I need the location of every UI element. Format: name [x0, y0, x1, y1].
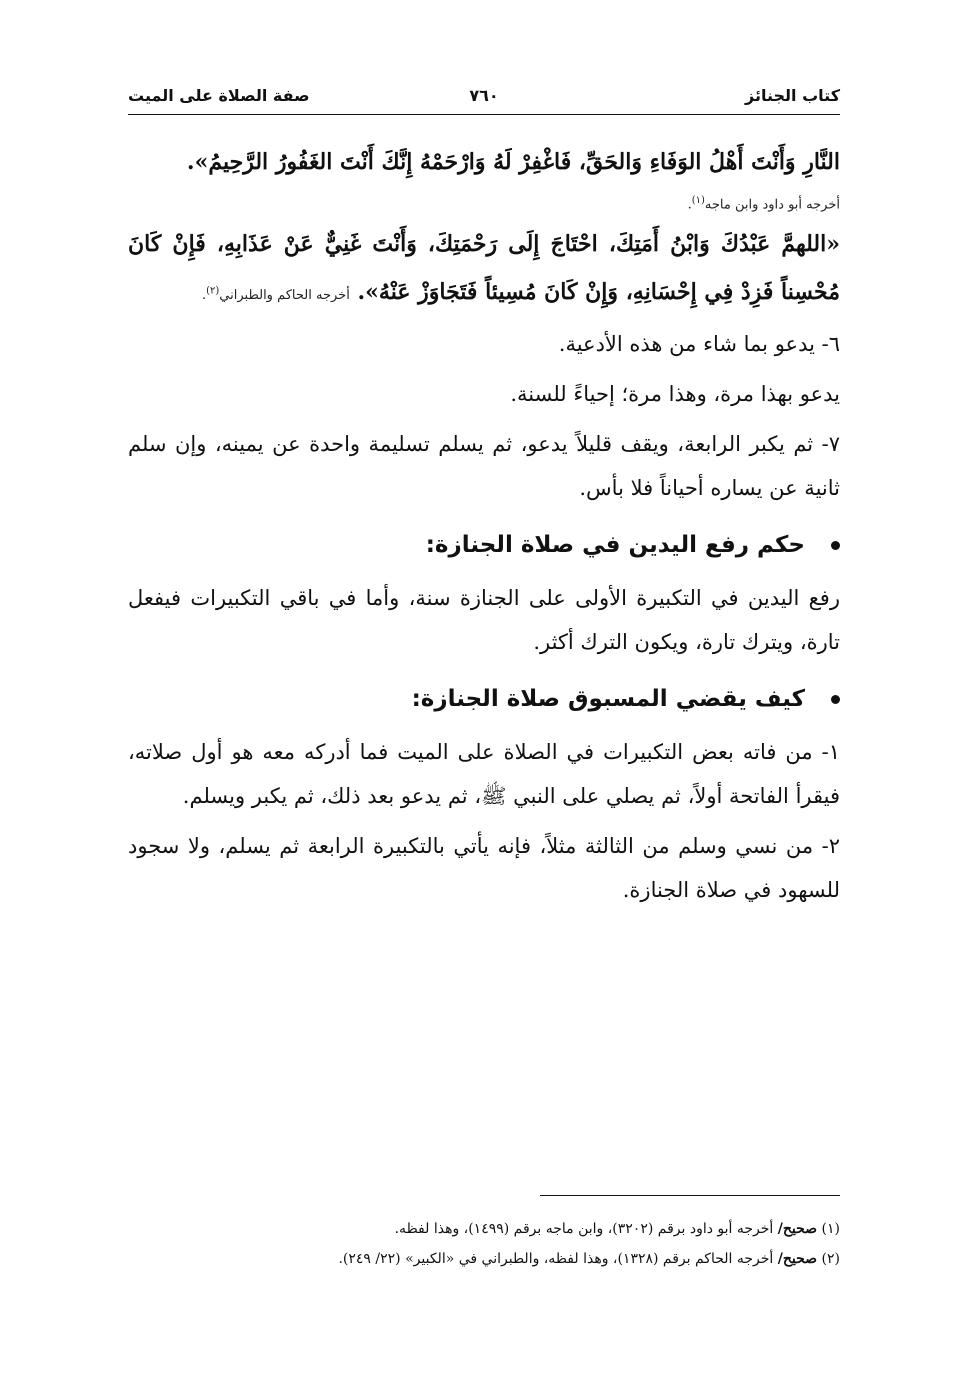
bullet-icon — [831, 695, 840, 704]
header-chapter-title: صفة الصلاة على الميت — [128, 86, 310, 105]
dua-2-source: أخرجه الحاكم والطبراني$^{(٢)}$. — [201, 286, 350, 304]
dua-1-source: أخرجه أبو داود وابن ماجه$^{(١)}$. — [687, 195, 840, 213]
bullet-icon — [831, 541, 840, 550]
dua-1-ending: النَّارِ وَأَنْتَ أَهْلُ الوَفَاءِ وَالحَقِّ، فَاغْفِرْ لَهُ وَارْحَمْهُ إِنَّكَ أَنْتَ الغَفُورُ الرَّحِيمُ». — [186, 149, 840, 175]
section-heading-raising-hands: حكم رفع اليدين في صلاة الجنازة: — [128, 520, 840, 570]
page-number: ٧٦٠ — [469, 86, 499, 105]
item-6-note: يدعو بهذا مرة، وهذا مرة؛ إحياءً للسنة. — [510, 382, 840, 407]
latecomer-item-2: ٢- من نسي وسلم من الثالثة مثلاً، فإنه يأتي بالتكبيرة الرابعة ثم يسلم، ولا سجود للسهود في صلاة الجنازة. — [128, 834, 840, 903]
running-header — [128, 80, 840, 115]
footnotes — [128, 1214, 840, 1274]
footnote-2: (٢) صحيح/ أخرجه الحاكم برقم (١٣٢٨)، وهذا لفظه، والطبراني في «الكبير» (٢٢/ ٢٤٩). — [338, 1251, 840, 1267]
header-book-title: كتاب الجنائز — [744, 86, 840, 105]
raising-hands-paragraph: رفع اليدين في التكبيرة الأولى على الجنازة سنة، وأما في باقي التكبيرات فيفعل تارة، ويترك تارة، ويكون الترك أكثر. — [128, 586, 840, 655]
main-text — [128, 138, 840, 912]
latecomer-item-1: ١- من فاته بعض التكبيرات في الصلاة على الميت فما أدركه معه هو أول صلاته، فيقرأ الفاتحة أولاً، ثم يصلي على النبي ﷺ، ثم يدعو بعد ذلك، ثم يكبر ويسلم. — [128, 740, 840, 809]
dua-2: «اللهمَّ عَبْدُكَ وَابْنُ أَمَتِكَ، احْتَاجَ إِلَى رَحْمَتِكَ، وَأَنْتَ غَنِيٌّ عَنْ عَذَابِهِ، فَإِنْ كَانَ مُحْسِناً فَزِدْ فِي إِحْسَانِهِ، وَإِنْ كَانَ مُسِيئاً فَتَجَاوَزْ عَنْهُ». أخرجه الحاكم والطبراني$^{(٢)}$. — [128, 231, 840, 306]
item-6: ٦- يدعو بما شاء من هذه الأدعية. — [558, 332, 840, 357]
footnote-ref-1: (١) — [691, 195, 705, 206]
section-heading-latecomer: كيف يقضي المسبوق صلاة الجنازة: — [128, 674, 840, 724]
item-7: ٧- ثم يكبر الرابعة، ويقف قليلاً يدعو، ثم يسلم تسليمة واحدة عن يمينه، وإن سلم ثانية عن يساره أحياناً فلا بأس. — [128, 432, 840, 501]
footnote-ref-2: (٢) — [206, 286, 220, 297]
footnote-1: (١) صحيح/ أخرجه أبو داود برقم (٣٢٠٢)، وابن ماجه برقم (١٤٩٩)، وهذا لفظه. — [394, 1221, 840, 1237]
footnote-separator — [540, 1195, 840, 1196]
